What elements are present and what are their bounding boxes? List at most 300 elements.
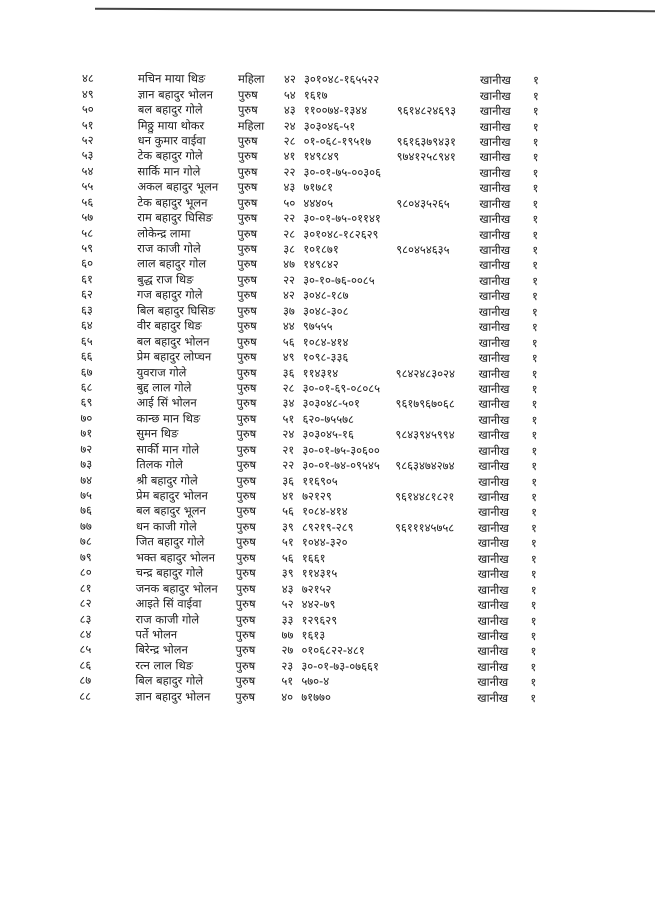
person-name-cell: राज काजी गोले xyxy=(135,611,200,627)
person-name-cell: लाल बहादुर गोल xyxy=(137,256,207,272)
beneficiary-list-table xyxy=(79,71,642,706)
count-cell: १ xyxy=(531,397,538,412)
gender-cell: पुरुष xyxy=(236,457,257,472)
status-cell: खानीख xyxy=(477,659,509,674)
gender-cell: पुरुष xyxy=(236,442,257,457)
person-name-cell: तिलक गोले xyxy=(136,457,183,472)
age-cell: ७७ xyxy=(281,627,294,642)
gender-cell: पुरुष xyxy=(236,380,257,395)
serial-number-cell: ६७ xyxy=(80,364,93,379)
person-name-cell: बल बहादुर भूलन xyxy=(136,503,206,519)
age-cell: ५४ xyxy=(283,87,296,102)
gender-cell: पुरुष xyxy=(235,596,256,611)
gender-cell: पुरुष xyxy=(236,488,257,503)
serial-number-cell: ६९ xyxy=(80,395,93,410)
status-cell: खानीख xyxy=(479,72,511,88)
citizenship-number-cell: ७१७८१ xyxy=(303,180,334,195)
person-name-cell: बल बहादुर भोलन xyxy=(136,333,210,349)
age-cell: ४७ xyxy=(283,257,296,272)
count-cell: १ xyxy=(530,536,537,551)
person-name-cell: आई सिं भोलन xyxy=(136,395,197,410)
serial-number-cell: ८३ xyxy=(79,611,92,626)
status-cell: खानीख xyxy=(479,119,511,134)
status-cell: खानीख xyxy=(479,258,511,273)
person-name-cell: वीर बहादुर थिङ xyxy=(136,318,202,333)
count-cell: १ xyxy=(532,227,539,242)
age-cell: ५१ xyxy=(282,411,295,426)
citizenship-number-cell: ७१७७० xyxy=(301,689,331,704)
citizenship-number-cell: १०८४-४१४ xyxy=(302,334,349,349)
citizenship-number-cell: ३०१०४८-१६५५२२ xyxy=(303,72,380,87)
citizenship-number-cell: ३०-०१-७५-०११४१ xyxy=(303,211,381,226)
gender-cell: पुरुष xyxy=(237,164,258,179)
serial-number-cell: ७१ xyxy=(80,426,93,441)
count-cell: १ xyxy=(531,381,538,396)
status-cell: खानीख xyxy=(478,474,510,489)
person-name-cell: टेक बहादुर गोले xyxy=(137,148,203,163)
person-name-cell: भक्त बहादुर भोलन xyxy=(135,550,215,565)
serial-number-cell: ६२ xyxy=(80,287,93,302)
age-cell: ४१ xyxy=(282,488,295,503)
person-name-cell: सार्कि मान गोले xyxy=(137,164,201,179)
count-cell: १ xyxy=(532,119,539,134)
age-cell: ५१ xyxy=(281,674,294,689)
status-cell: खानीख xyxy=(478,458,510,474)
citizenship-number-cell: ११००७४-१३४४ xyxy=(303,103,368,118)
citizenship-number-cell: ३०-१०-७६-००८५ xyxy=(303,272,375,288)
gender-cell: पुरुष xyxy=(237,179,258,195)
gender-cell: पुरुष xyxy=(236,288,257,303)
age-cell: ५२ xyxy=(281,596,294,612)
scan-top-edge xyxy=(95,8,655,12)
count-cell: १ xyxy=(531,428,538,443)
count-cell: १ xyxy=(532,73,539,88)
person-name-cell: जनक बहादुर भोलन xyxy=(135,580,218,596)
status-cell: खानीख xyxy=(478,489,510,504)
age-cell: २४ xyxy=(282,427,295,442)
status-cell: खानीख xyxy=(478,335,510,350)
status-cell: खानीख xyxy=(479,134,511,149)
serial-number-cell: ७९ xyxy=(79,549,92,564)
count-cell: १ xyxy=(531,412,538,427)
serial-number-cell: ५५ xyxy=(81,179,94,194)
age-cell: ३९ xyxy=(281,566,294,581)
status-cell: खानीख xyxy=(479,150,511,165)
person-name-cell: ज्ञान बहादुर भोलन xyxy=(137,86,213,102)
phone-number-cell: ९८६३४७४२७४ xyxy=(395,458,455,473)
gender-cell: महिला xyxy=(237,71,265,87)
serial-number-cell: ८४ xyxy=(79,626,92,642)
person-name-cell: पर्ते भोलन xyxy=(135,627,178,642)
status-cell: खानीख xyxy=(478,397,510,412)
citizenship-number-cell: १२९६२९ xyxy=(301,612,338,627)
phone-number-cell: ९६१७९६७०६८ xyxy=(395,396,455,412)
gender-cell: पुरुष xyxy=(235,550,256,565)
serial-number-cell: ७० xyxy=(80,410,93,425)
status-cell: खानीख xyxy=(479,196,511,211)
count-cell: १ xyxy=(531,320,538,335)
citizenship-number-cell: ७२१५२ xyxy=(301,581,332,596)
person-name-cell: प्रेम बहादुर लोप्चन xyxy=(136,349,212,364)
status-cell: खानीख xyxy=(477,597,509,612)
count-cell: १ xyxy=(532,273,539,288)
person-name-cell: बुद्ध राज थिङ xyxy=(137,272,194,287)
person-name-cell: धन काजी गोले xyxy=(135,519,197,534)
age-cell: ४३ xyxy=(283,180,296,195)
serial-number-cell: ७५ xyxy=(80,488,93,503)
status-cell: खानीख xyxy=(479,88,511,103)
age-cell: २४ xyxy=(283,118,296,133)
gender-cell: पुरुष xyxy=(235,689,256,704)
count-cell: १ xyxy=(531,474,538,489)
count-cell: १ xyxy=(532,104,539,119)
serial-number-cell: ५२ xyxy=(81,132,94,148)
age-cell: ३४ xyxy=(282,396,295,411)
person-name-cell: बिरेन्द्र भोलन xyxy=(135,642,188,657)
person-name-cell: बुद्द लाल गोले xyxy=(136,380,192,395)
person-name-cell: जित बहादुर गोले xyxy=(135,534,205,549)
phone-number-cell: ९६१४४८१८२१ xyxy=(395,489,455,504)
count-cell: १ xyxy=(530,567,537,582)
age-cell: ४० xyxy=(281,689,294,704)
person-name-cell: अकल बहादुर भूलन xyxy=(137,179,219,194)
person-name-cell: लोकेन्द्र लामा xyxy=(137,225,191,241)
gender-cell: महिला xyxy=(237,118,265,133)
citizenship-number-cell: ४४४०५ xyxy=(303,195,334,210)
status-cell: खानीख xyxy=(477,690,509,705)
citizenship-number-cell: ३०-०१-७५-००३०६ xyxy=(303,164,382,180)
serial-number-cell: ६८ xyxy=(80,379,93,395)
serial-number-cell: ५४ xyxy=(81,163,94,178)
gender-cell: पुरुष xyxy=(236,303,257,318)
citizenship-number-cell: ३०३०४६-५१ xyxy=(303,118,356,133)
gender-cell: पुरुष xyxy=(236,396,257,411)
person-name-cell: धन कुमार वाईवा xyxy=(137,133,206,148)
person-name-cell: बिल बहादुर गोले xyxy=(135,673,204,688)
phone-number-cell: ९८०४३५२६५ xyxy=(396,196,450,211)
gender-cell: पुरुष xyxy=(235,658,256,673)
gender-cell: पुरुष xyxy=(236,473,257,488)
gender-cell: पुरुष xyxy=(237,133,258,148)
phone-number-cell: ९८४२४८३०२४ xyxy=(395,365,455,381)
citizenship-number-cell: १६१३ xyxy=(301,627,326,643)
gender-cell: पुरुष xyxy=(236,411,257,426)
age-cell: २८ xyxy=(282,380,295,395)
count-cell: १ xyxy=(531,351,538,366)
status-cell: खानीख xyxy=(477,628,509,643)
serial-number-cell: ८६ xyxy=(79,657,92,672)
gender-cell: पुरुष xyxy=(235,535,256,550)
status-cell: खानीख xyxy=(478,304,510,319)
citizenship-number-cell: १४९८४९ xyxy=(303,149,340,164)
count-cell: १ xyxy=(531,366,538,381)
serial-number-cell: ७२ xyxy=(80,441,93,456)
age-cell: ५६ xyxy=(282,334,295,349)
serial-number-cell: ५९ xyxy=(81,241,94,256)
citizenship-number-cell: ११६९०५ xyxy=(302,473,338,488)
gender-cell: पुरुष xyxy=(237,102,258,117)
serial-number-cell: ५८ xyxy=(81,225,94,240)
gender-cell: पुरुष xyxy=(237,226,258,241)
status-cell: खानीख xyxy=(479,211,511,227)
count-cell: १ xyxy=(531,335,538,350)
citizenship-number-cell: ३०३०४५-१६ xyxy=(302,427,354,442)
age-cell: ३७ xyxy=(282,303,295,318)
status-cell: खानीख xyxy=(477,644,509,659)
age-cell: ५० xyxy=(283,195,296,210)
age-cell: २२ xyxy=(283,211,296,226)
citizenship-number-cell: ४४२-७९ xyxy=(301,597,336,612)
count-cell: १ xyxy=(530,613,537,628)
age-cell: २२ xyxy=(283,164,296,179)
age-cell: ३३ xyxy=(281,612,294,627)
count-cell: १ xyxy=(532,242,539,258)
serial-number-cell: ५१ xyxy=(81,117,94,132)
status-cell: खानीख xyxy=(477,520,509,535)
serial-number-cell: ६१ xyxy=(81,271,93,286)
citizenship-number-cell: १४९८४२ xyxy=(303,257,339,272)
citizenship-number-cell: १०१८७१ xyxy=(303,241,339,257)
serial-number-cell: ४९ xyxy=(81,86,94,101)
person-name-cell: बिल बहादुर घिसिङ xyxy=(136,303,216,318)
count-cell: १ xyxy=(531,489,538,505)
person-name-cell: ज्ञान बहादुर भोलन xyxy=(135,688,211,704)
gender-cell: पुरुष xyxy=(236,365,257,380)
status-cell: खानीख xyxy=(477,582,509,597)
citizenship-number-cell: १०८४-४१४ xyxy=(302,504,348,519)
serial-number-cell: ८१ xyxy=(79,580,92,595)
age-cell: ५६ xyxy=(282,504,294,519)
citizenship-number-cell: ०१०६८२२-४८१ xyxy=(301,643,365,658)
status-cell: खानीख xyxy=(479,273,510,288)
citizenship-number-cell: १६१७ xyxy=(303,87,328,102)
gender-cell: पुरुष xyxy=(237,241,258,256)
person-name-cell: बल बहादुर गोले xyxy=(137,102,203,117)
serial-number-cell: ८८ xyxy=(79,688,92,703)
status-cell: खानीख xyxy=(477,675,509,690)
person-name-cell: आइते सिं वाईवा xyxy=(135,596,202,611)
citizenship-number-cell: ८९२१९-२८९ xyxy=(301,519,354,535)
count-cell: १ xyxy=(532,134,539,149)
serial-number-cell: ६५ xyxy=(80,333,93,348)
age-cell: ३९ xyxy=(281,519,294,534)
person-name-cell: रत्न लाल थिङ xyxy=(135,658,194,673)
count-cell: १ xyxy=(532,165,539,180)
serial-number-cell: ७६ xyxy=(80,503,92,518)
serial-number-cell: ७४ xyxy=(80,472,93,487)
gender-cell: पुरुष xyxy=(236,318,257,333)
gender-cell: पुरुष xyxy=(235,643,256,658)
citizenship-number-cell: ३०-०१-७३-०७६६१ xyxy=(301,658,379,674)
age-cell: ४१ xyxy=(283,149,296,164)
person-name-cell: सार्की मान गोले xyxy=(136,441,200,457)
age-cell: ५१ xyxy=(281,535,294,550)
status-cell: खानीख xyxy=(478,319,510,335)
age-cell: ४९ xyxy=(282,349,295,365)
status-cell: खानीख xyxy=(477,566,509,582)
age-cell: ४२ xyxy=(283,72,296,87)
person-name-cell: मचिन माया थिङ xyxy=(137,71,206,86)
gender-cell: पुरुष xyxy=(235,565,256,580)
citizenship-number-cell: ३०१०४८-१८२६२९ xyxy=(303,226,379,241)
status-cell: खानीख xyxy=(478,505,509,520)
person-name-cell: चन्द्र बहादुर गोले xyxy=(135,565,204,580)
person-name-cell: प्रेम बहादुर भोलन xyxy=(136,488,208,503)
phone-number-cell: ९६१४८२४६९३ xyxy=(396,103,457,118)
phone-number-cell: ९८४३९४५९९४ xyxy=(395,427,455,442)
gender-cell: पुरुष xyxy=(237,272,257,287)
serial-number-cell: ७७ xyxy=(79,518,92,533)
age-cell: २८ xyxy=(283,226,296,241)
citizenship-number-cell: ११४३१५ xyxy=(301,566,338,581)
age-cell: २२ xyxy=(283,272,295,287)
gender-cell: पुरुष xyxy=(236,349,257,364)
gender-cell: पुरुष xyxy=(237,87,258,102)
gender-cell: पुरुष xyxy=(235,519,256,534)
age-cell: ४३ xyxy=(283,102,296,118)
serial-number-cell: ८२ xyxy=(79,596,92,611)
age-cell: २८ xyxy=(283,133,296,148)
serial-number-cell: ६६ xyxy=(80,349,93,364)
person-name-cell: मिठ्ठु माया थोकर xyxy=(137,117,205,133)
status-cell: खानीख xyxy=(479,242,511,257)
count-cell: १ xyxy=(530,659,537,674)
citizenship-number-cell: ६२०-७५५७८ xyxy=(302,411,355,427)
serial-number-cell: ४८ xyxy=(81,71,94,86)
citizenship-number-cell: ३०-०१-७५-३०६०० xyxy=(302,442,380,458)
age-cell: ४४ xyxy=(282,319,295,334)
citizenship-number-cell: १०९८-३३६ xyxy=(302,350,349,365)
citizenship-number-cell: १६६१ xyxy=(301,550,326,565)
serial-number-cell: ८७ xyxy=(79,673,92,688)
status-cell: खानीख xyxy=(477,536,509,551)
count-cell: १ xyxy=(531,443,538,458)
person-name-cell: श्री बहादुर गोले xyxy=(136,472,198,488)
serial-number-cell: ७३ xyxy=(80,457,93,472)
phone-number-cell: ९६१६३७९४३१ xyxy=(396,134,456,149)
age-cell: ४२ xyxy=(282,288,295,303)
status-cell: खानीख xyxy=(478,381,510,396)
gender-cell: पुरुष xyxy=(237,149,258,164)
status-cell: खानीख xyxy=(478,443,510,458)
count-cell: १ xyxy=(532,212,539,227)
count-cell: १ xyxy=(532,88,539,103)
age-cell: २१ xyxy=(282,442,295,457)
status-cell: खानीख xyxy=(478,428,510,443)
serial-number-cell: ८५ xyxy=(79,642,92,657)
citizenship-number-cell: ३०४८-१८७ xyxy=(302,288,349,303)
count-cell: १ xyxy=(530,582,537,597)
serial-number-cell: ५७ xyxy=(81,210,94,225)
citizenship-number-cell: ३०-०१-६९-०८०८५ xyxy=(302,380,381,396)
status-cell: खानीख xyxy=(478,366,510,381)
person-name-cell: कान्छ मान थिङ xyxy=(136,411,201,426)
age-cell: २३ xyxy=(281,658,294,673)
person-name-cell: युवराज गोले xyxy=(136,364,187,379)
gender-cell: पुरुष xyxy=(237,210,258,225)
citizenship-number-cell: ११४३१४ xyxy=(302,365,339,380)
count-cell: १ xyxy=(531,505,538,520)
serial-number-cell: ५३ xyxy=(81,148,94,163)
citizenship-number-cell: ९७५५५ xyxy=(302,319,333,334)
citizenship-number-cell: १०४४-३२० xyxy=(301,535,348,550)
count-cell: १ xyxy=(530,644,537,659)
gender-cell: पुरुष xyxy=(236,334,257,349)
count-cell: १ xyxy=(532,181,539,196)
status-cell: खानीख xyxy=(479,165,511,180)
phone-number-cell: ९८०४५४६३५ xyxy=(396,242,450,257)
table-row xyxy=(79,688,639,706)
count-cell: १ xyxy=(532,150,539,165)
person-name-cell: टेक बहादुर भूलन xyxy=(137,194,208,210)
status-cell: खानीख xyxy=(478,350,510,365)
status-cell: खानीख xyxy=(478,412,510,427)
citizenship-number-cell: ७२१२९ xyxy=(302,488,332,504)
serial-number-cell: ५६ xyxy=(81,194,94,209)
gender-cell: पुरुष xyxy=(236,504,256,519)
citizenship-number-cell: ३०३०४८-५०१ xyxy=(302,396,361,411)
count-cell: १ xyxy=(531,459,538,474)
serial-number-cell: ६४ xyxy=(80,318,93,333)
count-cell: १ xyxy=(532,258,539,273)
status-cell: खानीख xyxy=(479,227,511,242)
gender-cell: पुरुष xyxy=(235,581,256,596)
status-cell: खानीख xyxy=(478,289,510,304)
count-cell: १ xyxy=(530,598,537,613)
age-cell: ५६ xyxy=(281,550,294,565)
serial-number-cell: ७८ xyxy=(79,534,92,549)
person-name-cell: सुमन थिङ xyxy=(136,426,179,441)
count-cell: १ xyxy=(530,628,537,643)
count-cell: १ xyxy=(530,675,537,690)
gender-cell: पुरुष xyxy=(235,627,256,642)
count-cell: १ xyxy=(530,551,537,566)
phone-number-cell: ९६१११४५७५८ xyxy=(394,520,455,535)
age-cell: ४३ xyxy=(281,581,294,596)
status-cell: खानीख xyxy=(477,551,509,566)
count-cell: १ xyxy=(531,289,538,304)
citizenship-number-cell: ३०-०१-७४-०९५४५ xyxy=(302,458,380,473)
phone-number-cell: ९७४१२५८९४१ xyxy=(396,149,456,165)
citizenship-number-cell: ०१-०६८-१९५१७ xyxy=(303,133,372,149)
age-cell: ३६ xyxy=(282,365,295,380)
age-cell: ३६ xyxy=(282,473,295,488)
person-name-cell: गज बहादुर गोले xyxy=(136,287,203,302)
serial-number-cell: ८० xyxy=(79,565,92,580)
citizenship-number-cell: ३०४८-३०८ xyxy=(302,303,349,318)
gender-cell: पुरुष xyxy=(235,673,256,689)
age-cell: २७ xyxy=(281,643,294,658)
serial-number-cell: ६० xyxy=(81,256,94,271)
serial-number-cell: ५० xyxy=(81,102,94,117)
status-cell: खानीख xyxy=(479,181,511,196)
serial-number-cell: ६३ xyxy=(80,302,93,317)
count-cell: १ xyxy=(531,304,538,319)
age-cell: ३८ xyxy=(283,241,296,256)
status-cell: खानीख xyxy=(479,103,511,118)
count-cell: १ xyxy=(530,520,537,535)
gender-cell: पुरुष xyxy=(235,612,256,627)
citizenship-number-cell: ५७०-४ xyxy=(301,674,330,689)
person-name-cell: राज काजी गोले xyxy=(137,241,201,256)
age-cell: २२ xyxy=(282,458,295,473)
person-name-cell: राम बहादुर घिसिङ xyxy=(137,210,213,225)
gender-cell: पुरुष xyxy=(236,426,257,442)
gender-cell: पुरुष xyxy=(237,257,258,272)
count-cell: १ xyxy=(530,690,537,705)
status-cell: खानीख xyxy=(477,613,509,628)
gender-cell: पुरुष xyxy=(237,195,258,210)
